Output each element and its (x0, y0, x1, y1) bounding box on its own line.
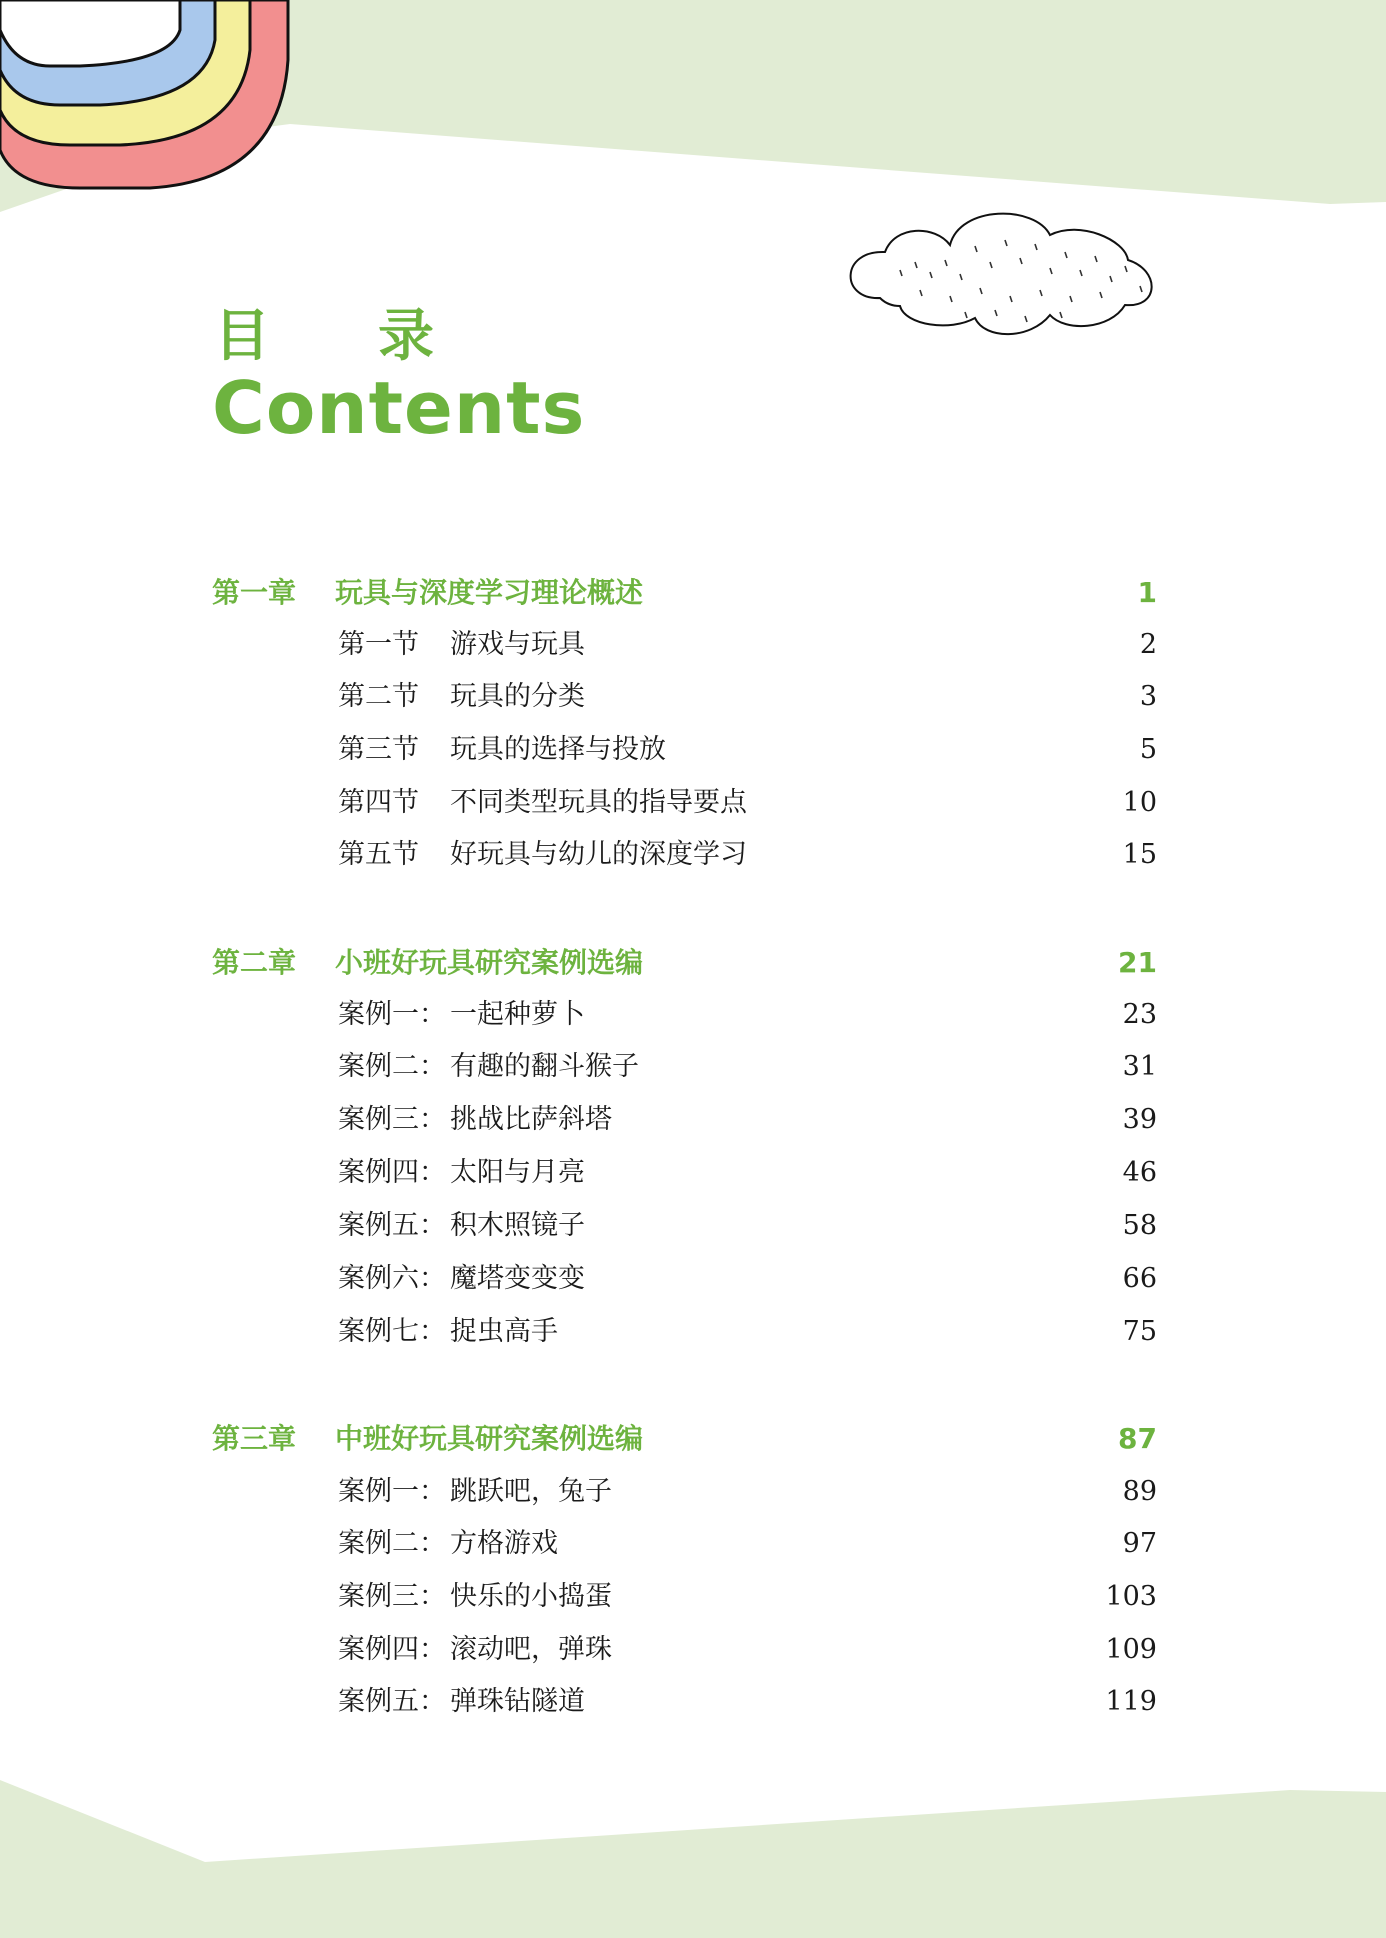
toc-page-number: 103 (1105, 1581, 1157, 1612)
toc-entry-row[interactable] (0, 1575, 1386, 1619)
toc-page-number: 2 (1139, 629, 1157, 660)
toc-chapter-row[interactable] (0, 941, 1386, 985)
toc-title: 积木照镜子 (450, 1210, 585, 1241)
toc-label: 第二章 (212, 946, 297, 979)
toc-title: 挑战比萨斜塔 (450, 1104, 612, 1135)
toc-title: 魔塔变变变 (450, 1263, 585, 1294)
toc-entry-row[interactable] (0, 1045, 1386, 1089)
toc-label: 案例五： (338, 1210, 446, 1241)
toc-page-number: 3 (1139, 681, 1157, 712)
toc-page-number: 46 (1122, 1157, 1157, 1188)
toc-label: 案例一： (338, 999, 446, 1030)
toc-title: 快乐的小捣蛋 (450, 1581, 612, 1612)
toc-label: 案例一： (338, 1476, 446, 1507)
toc-entry-row[interactable] (0, 833, 1386, 877)
toc-entry-row[interactable] (0, 1257, 1386, 1301)
toc-page-number: 23 (1122, 999, 1157, 1030)
toc-label: 第二节 (338, 681, 419, 712)
toc-entry-row[interactable] (0, 1310, 1386, 1354)
toc-entry-row[interactable] (0, 728, 1386, 772)
bottom-green-band (0, 1780, 1386, 1938)
toc-title: 一起种萝卜 (450, 999, 585, 1030)
toc-entry-row[interactable] (0, 1470, 1386, 1514)
toc-label: 第一章 (212, 576, 297, 609)
toc-label: 案例六： (338, 1263, 446, 1294)
cloud-decoration (851, 214, 1152, 335)
toc-page-number: 75 (1122, 1316, 1157, 1347)
toc-page-number: 39 (1122, 1104, 1157, 1135)
toc-entry-row[interactable] (0, 993, 1386, 1037)
toc-label: 案例三： (338, 1581, 446, 1612)
toc-label: 案例四： (338, 1634, 446, 1665)
toc-entry-row[interactable] (0, 781, 1386, 825)
toc-chapter-row[interactable] (0, 1417, 1386, 1461)
toc-page-number: 66 (1122, 1263, 1157, 1294)
toc-title: 跳跃吧，兔子 (450, 1476, 612, 1507)
toc-label: 案例三： (338, 1104, 446, 1135)
toc-title: 玩具的选择与投放 (450, 734, 666, 765)
toc-page-number: 5 (1139, 734, 1157, 765)
toc-page-number: 119 (1105, 1686, 1157, 1717)
page-title-cn: 目录 (214, 304, 542, 369)
toc-label: 案例二： (338, 1051, 446, 1082)
toc-page-number: 97 (1122, 1528, 1157, 1559)
toc-page-number: 109 (1105, 1634, 1157, 1665)
toc-entry-row[interactable] (0, 1098, 1386, 1142)
toc-label: 第三章 (212, 1422, 297, 1455)
toc-title: 弹珠钻隧道 (450, 1686, 585, 1717)
toc-chapter-row[interactable] (0, 571, 1386, 615)
toc-entry-row[interactable] (0, 675, 1386, 719)
toc-page-number: 89 (1122, 1476, 1157, 1507)
toc-label: 第四节 (338, 787, 419, 818)
toc-title: 玩具的分类 (450, 681, 585, 712)
toc-title: 不同类型玩具的指导要点 (450, 787, 747, 818)
toc-entry-row[interactable] (0, 1680, 1386, 1724)
toc-entry-row[interactable] (0, 1151, 1386, 1195)
toc-label: 第三节 (338, 734, 419, 765)
toc-page-number: 21 (1118, 946, 1157, 979)
toc-page-number: 15 (1122, 839, 1157, 870)
toc-label: 第一节 (338, 629, 419, 660)
toc-page-number: 10 (1122, 787, 1157, 818)
toc-page-number: 31 (1122, 1051, 1157, 1082)
toc-entry-row[interactable] (0, 623, 1386, 667)
toc-title: 捉虫高手 (450, 1316, 558, 1347)
toc-title: 中班好玩具研究案例选编 (335, 1422, 644, 1455)
toc-page-number: 58 (1122, 1210, 1157, 1241)
toc-title: 好玩具与幼儿的深度学习 (450, 839, 747, 870)
toc-title: 太阳与月亮 (450, 1157, 585, 1188)
toc-label: 案例四： (338, 1157, 446, 1188)
toc-title: 游戏与玩具 (450, 629, 585, 660)
toc-page-number: 87 (1118, 1422, 1157, 1455)
page-title-en: Contents (212, 366, 586, 450)
rainbow-decoration (0, 0, 288, 188)
toc-title: 有趣的翻斗猴子 (450, 1051, 639, 1082)
toc-label: 第五节 (338, 839, 419, 870)
toc-title: 方格游戏 (450, 1528, 558, 1559)
toc-page-number: 1 (1137, 576, 1157, 609)
toc-label: 案例五： (338, 1686, 446, 1717)
toc-label: 案例二： (338, 1528, 446, 1559)
toc-entry-row[interactable] (0, 1204, 1386, 1248)
toc-title: 滚动吧，弹珠 (450, 1634, 612, 1665)
toc-entry-row[interactable] (0, 1522, 1386, 1566)
toc-label: 案例七： (338, 1316, 446, 1347)
toc-title: 小班好玩具研究案例选编 (335, 946, 644, 979)
toc-entry-row[interactable] (0, 1628, 1386, 1672)
toc-title: 玩具与深度学习理论概述 (335, 576, 644, 609)
